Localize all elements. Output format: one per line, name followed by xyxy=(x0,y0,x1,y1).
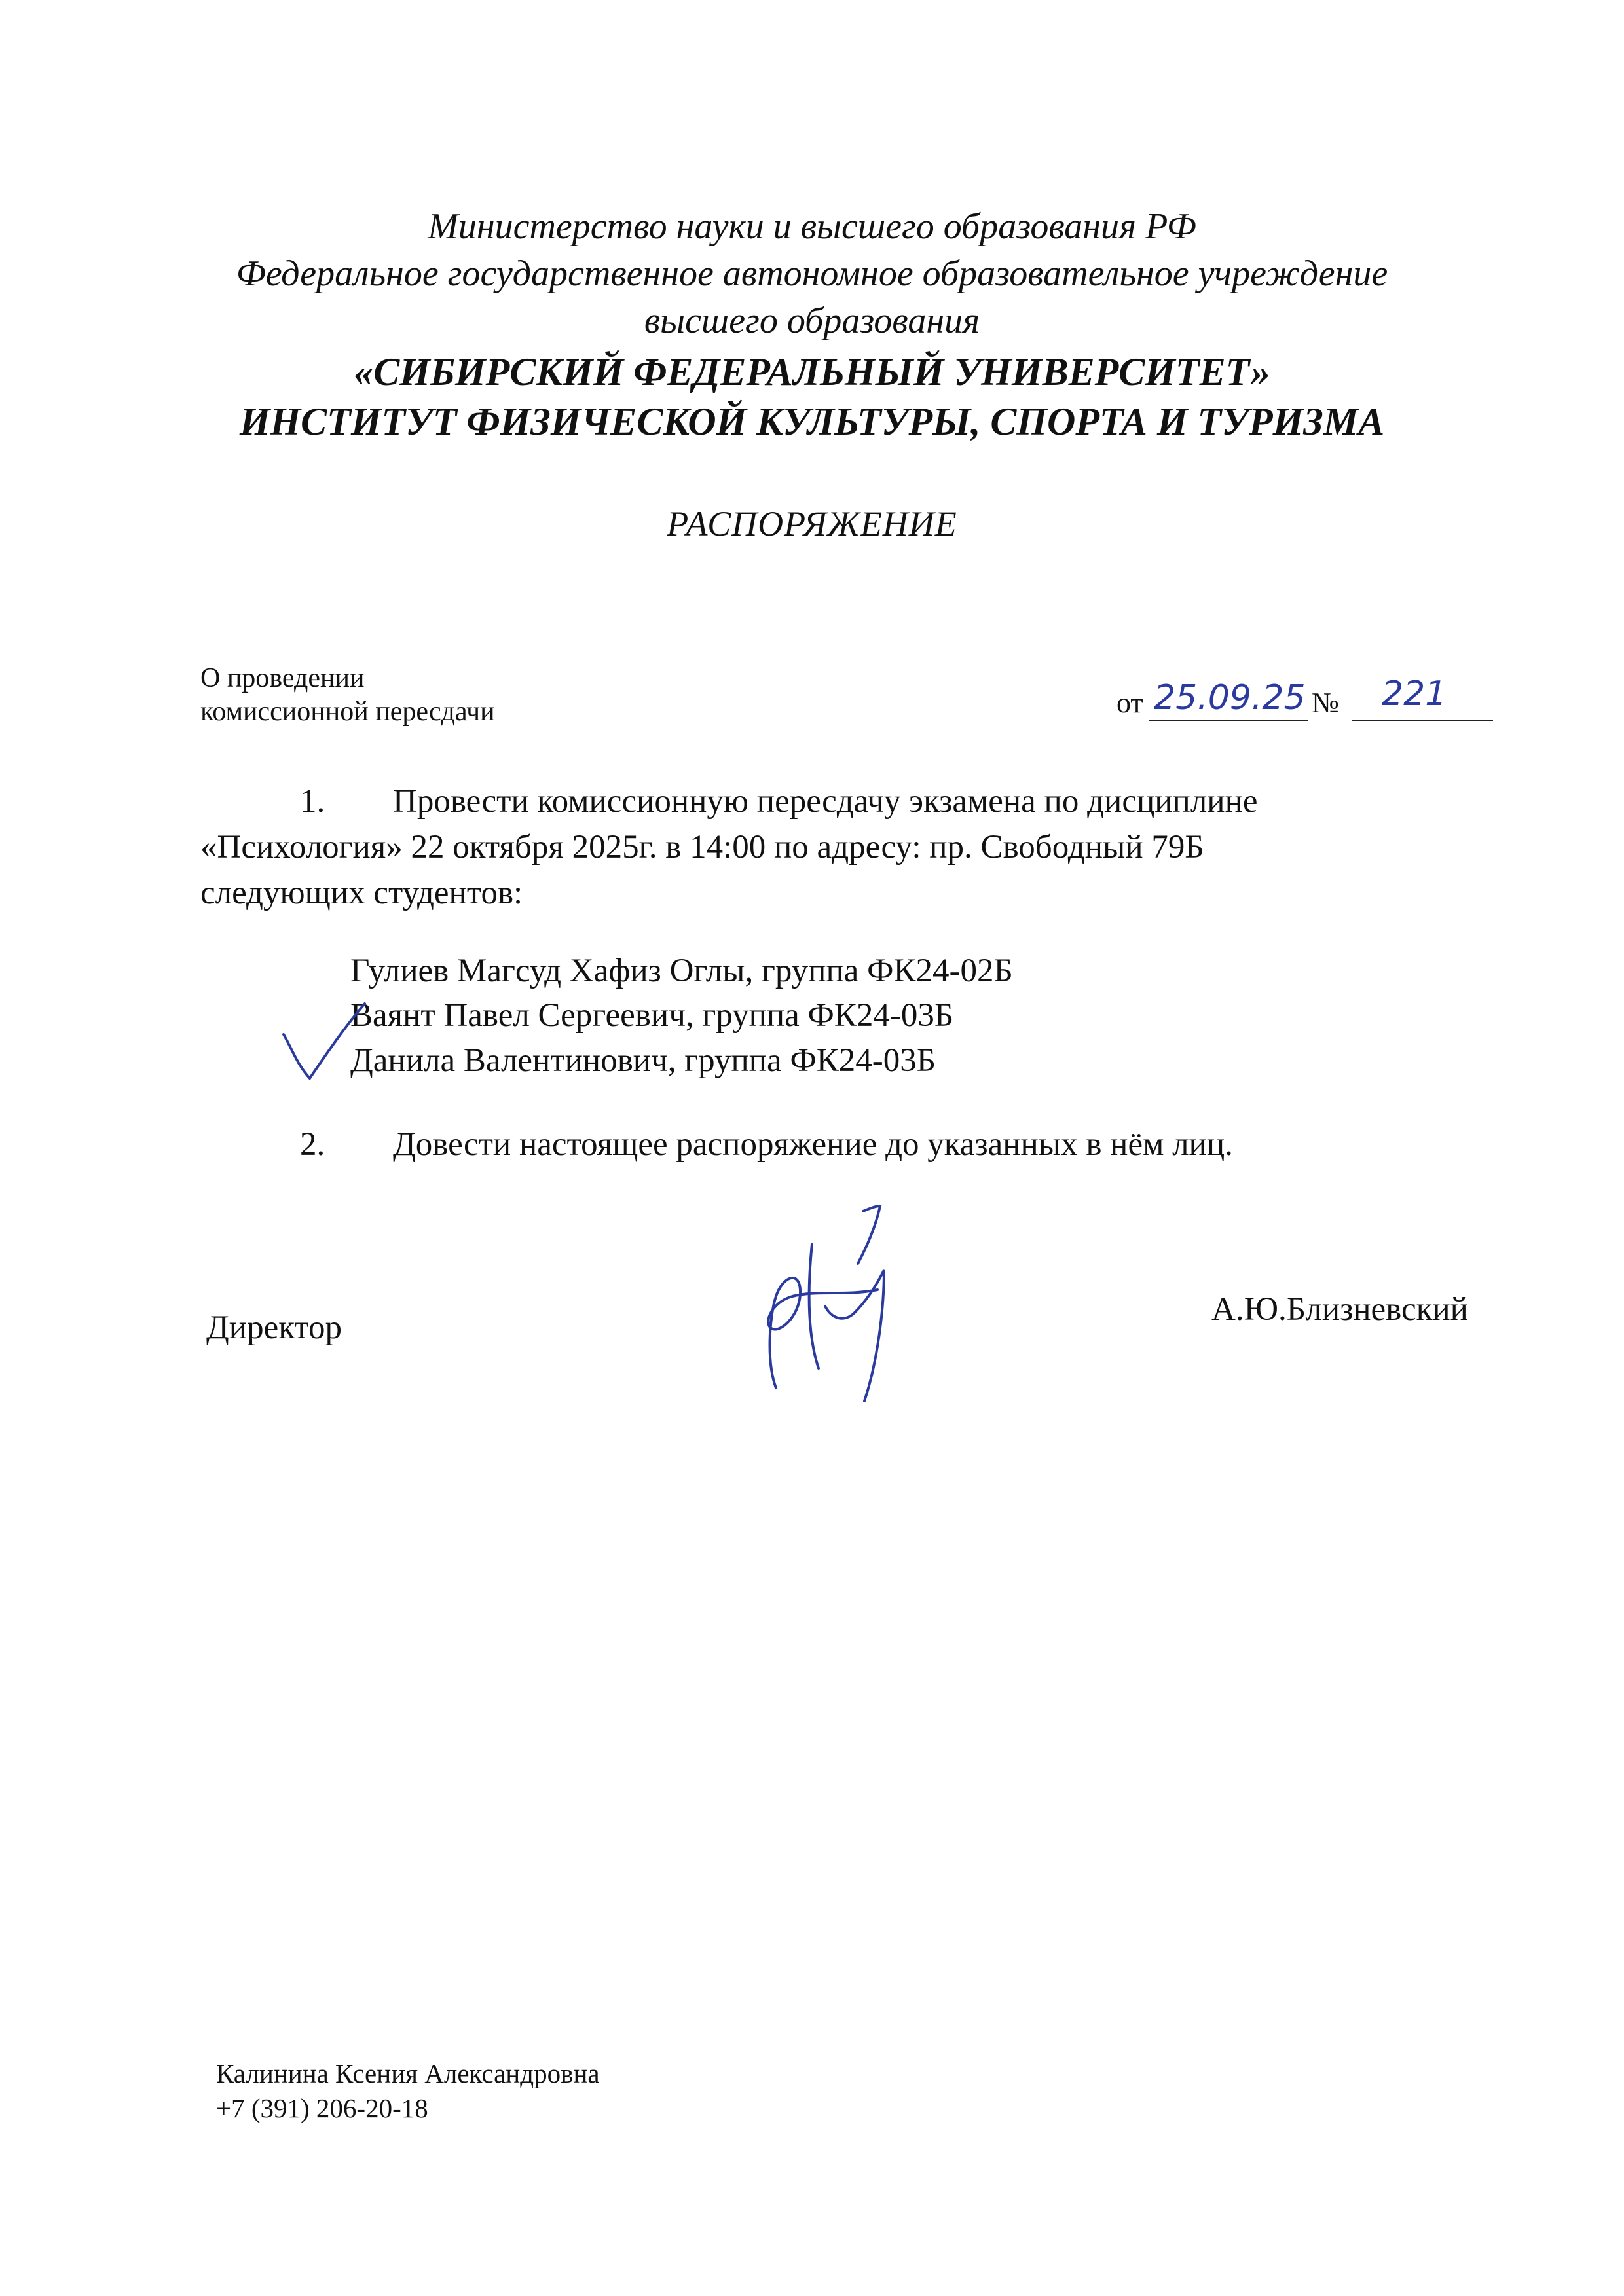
item-1-line-2: «Психология» 22 октября 2025г. в 14:00 по адресу: пр. Свободный 79Б xyxy=(200,829,1204,866)
signatory-position: Директор xyxy=(206,1309,342,1346)
student-1: Гулиев Магсуд Хафиз Оглы, группа ФК24-02Б xyxy=(350,953,1013,989)
contact-name: Калинина Ксения Александровна xyxy=(216,2058,600,2088)
ministry-line: Министерство науки и высшего образования РФ xyxy=(428,206,1196,247)
document-date: 25.09.25 xyxy=(1154,678,1306,718)
document-type-title: РАСПОРЯЖЕНИЕ xyxy=(667,504,957,543)
university-name: «СИБИРСКИЙ ФЕДЕРАЛЬНЫЙ УНИВЕРСИТЕТ» xyxy=(354,350,1270,393)
document-number: 221 xyxy=(1382,674,1447,714)
date-prefix: от xyxy=(1116,687,1143,719)
item-1-line-1: Провести комиссионную пересдачу экзамена по дисциплине xyxy=(393,783,1258,820)
contact-phone: +7 (391) 206-20-18 xyxy=(216,2093,428,2123)
subject-line-2: комиссионной пересдачи xyxy=(200,697,495,727)
education-level-line: высшего образования xyxy=(644,301,980,341)
institution-type-line: Федеральное государственное автономное образовательное учреждение xyxy=(236,253,1388,294)
institute-name: ИНСТИТУТ ФИЗИЧЕСКОЙ КУЛЬТУРЫ, СПОРТА И ТУРИЗМА xyxy=(239,400,1385,443)
item-2-line-1: Довести настоящее распоряжение до указанных в нём лиц. xyxy=(393,1126,1233,1163)
item-1-number: 1. xyxy=(300,783,325,820)
director-signature-icon xyxy=(720,1198,930,1414)
student-3: Данила Валентинович, группа ФК24-03Б xyxy=(350,1042,936,1079)
date-underline xyxy=(1149,720,1308,721)
item-2-number: 2. xyxy=(300,1126,325,1163)
item-1-line-3: следующих студентов: xyxy=(200,875,523,911)
subject-line-1: О проведении xyxy=(200,663,365,693)
check-mark-icon xyxy=(278,998,370,1087)
number-sign: № xyxy=(1312,687,1339,719)
signatory-name: А.Ю.Близневский xyxy=(1211,1291,1468,1328)
student-2: Ваянт Павел Сергеевич, группа ФК24-03Б xyxy=(350,997,954,1034)
number-underline xyxy=(1352,720,1493,721)
